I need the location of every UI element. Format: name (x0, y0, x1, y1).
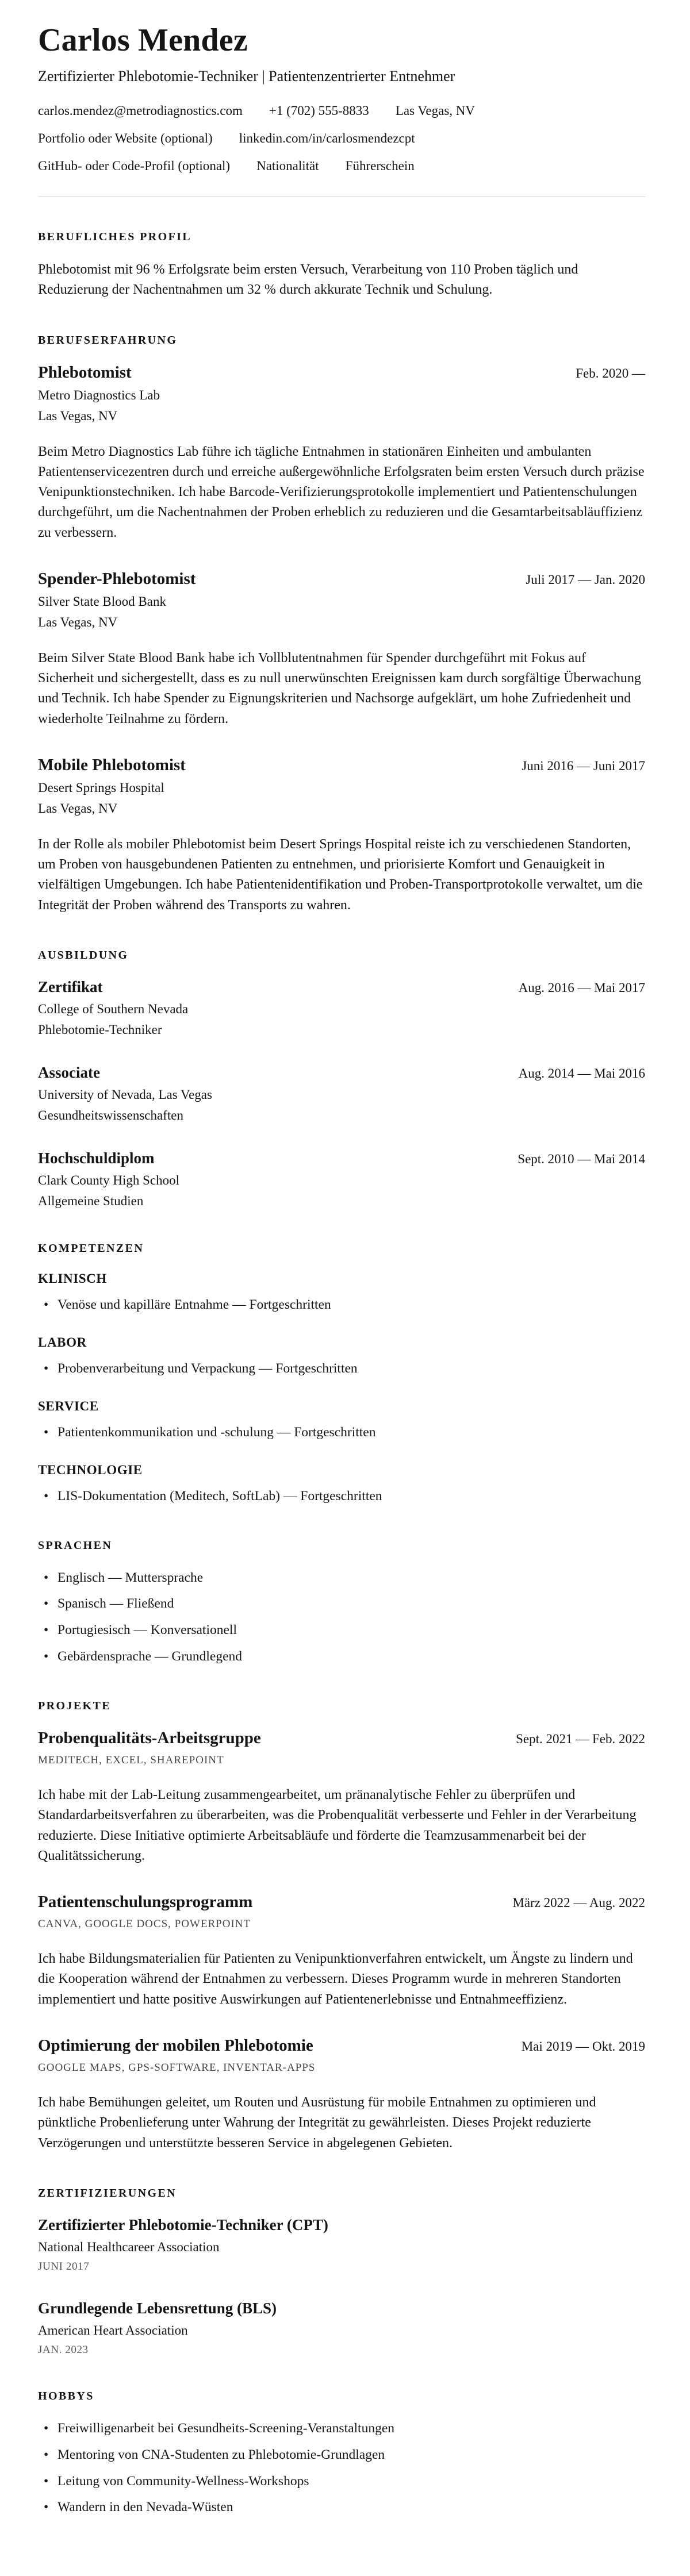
education-field: Allgemeine Studien (38, 1193, 144, 1208)
education-entry (38, 1064, 645, 1123)
education-header (38, 1064, 645, 1082)
job-header (38, 756, 645, 775)
email-link[interactable]: carlos.mendez@metrodiagnostics.com (38, 103, 243, 118)
skill-item: • Venöse und kapilläre Entnahme — Fortgeschritten (38, 1295, 645, 1314)
hobbies-heading: HOBBYS (38, 2389, 94, 2402)
linkedin-link[interactable]: linkedin.com/in/carlosmendezcpt (239, 131, 415, 145)
project-tools: GOOGLE MAPS, GPS-SOFTWARE, INVENTAR-APPS (38, 2061, 316, 2074)
project-header (38, 2036, 645, 2055)
education-school: College of Southern Nevada (38, 1001, 189, 1016)
job-title: Spender-Phlebotomist (38, 569, 196, 588)
job-header (38, 363, 645, 382)
project-description: Ich habe mit der Lab-Leitung zusammengearbeitet, um pränanalytische Fehler zu überprüfen und Standardarbeitsverfahren zu überarbeiten, was die Probenqualität verbesserte und Fehler in der Verarbeitung reduzierte. Diese Initiative optimierte Arbeitsabläufe und förderte die Teamzusammenarbeit bei der Qualitätssicherung. (38, 1787, 637, 1863)
language-list (38, 1568, 645, 1667)
contact-row-1 (38, 103, 645, 118)
project-entry (38, 1893, 645, 2010)
project-dates: Mai 2019 — Okt. 2019 (521, 2039, 645, 2054)
profile-text: Phlebotomist mit 96 % Erfolgsrate beim ersten Versuch, Verarbeitung von 110 Proben täglich und Reduzierung der Nachentnahmen um 32 % durch akkurate Technik und Schulung. (38, 262, 578, 298)
skill-category (38, 1463, 645, 1506)
section-skills (38, 1242, 645, 1506)
projects-heading: PROJEKTE (38, 1700, 111, 1713)
certifications-heading: ZERTIFIZIERUNGEN (38, 2186, 177, 2200)
hobby-item: • Wandern in den Nevada-Wüsten (38, 2498, 645, 2517)
job-company: Desert Springs Hospital (38, 780, 164, 795)
language-item: • Portugiesisch — Konversationell (38, 1621, 645, 1640)
github-placeholder: GitHub- oder Code-Profil (optional) (38, 159, 231, 173)
education-school: University of Nevada, Las Vegas (38, 1087, 212, 1102)
certification-title: Zertifizierter Phlebotomie-Techniker (CPT) (38, 2216, 328, 2233)
candidate-name: Carlos Mendez (38, 22, 248, 58)
skill-category (38, 1335, 645, 1378)
section-education (38, 949, 645, 1209)
job-location: Las Vegas, NV (38, 614, 118, 629)
education-dates: Aug. 2016 — Mai 2017 (518, 980, 645, 995)
certification-issuer: American Heart Association (38, 2323, 188, 2337)
job-company: Silver State Blood Bank (38, 594, 166, 609)
skills-heading: KOMPETENZEN (38, 1241, 144, 1255)
skill-list (38, 1359, 645, 1378)
section-profile (38, 230, 645, 301)
job-dates: Feb. 2020 — (576, 366, 645, 380)
hobby-item: • Mentoring von CNA-Studenten zu Phlebotomie-Grundlagen (38, 2446, 645, 2464)
skill-category-name: SERVICE (38, 1398, 99, 1413)
job-entry (38, 756, 645, 916)
skill-category-name: LABOR (38, 1335, 87, 1349)
skill-category-name: TECHNOLOGIE (38, 1462, 143, 1477)
section-projects (38, 1700, 645, 2154)
project-tools: MEDITECH, EXCEL, SHAREPOINT (38, 1754, 224, 1767)
project-dates: Sept. 2021 — Feb. 2022 (516, 1732, 645, 1747)
license-placeholder: Führerschein (345, 159, 415, 173)
skill-category-name: KLINISCH (38, 1271, 107, 1286)
project-title: Probenqualitäts-Arbeitsgruppe (38, 1729, 261, 1748)
certification-title: Grundlegende Lebensrettung (BLS) (38, 2299, 277, 2317)
location-text: Las Vegas, NV (395, 103, 476, 118)
education-degree: Hochschuldiplom (38, 1149, 155, 1167)
job-location: Las Vegas, NV (38, 408, 118, 423)
education-field: Gesundheitswissenschaften (38, 1108, 183, 1122)
section-languages (38, 1539, 645, 1667)
education-degree: Zertifikat (38, 978, 103, 995)
nationality-placeholder: Nationalität (256, 159, 319, 173)
contact-row-2 (38, 131, 645, 146)
hobby-item: • Freiwilligenarbeit bei Gesundheits-Screening-Veranstaltungen (38, 2419, 645, 2438)
job-header (38, 570, 645, 589)
certification-date: JAN. 2023 (38, 2343, 89, 2356)
job-description: Beim Silver State Blood Bank habe ich Vollblutentnahmen für Spender durchgeführt mit Fokus auf Sicherheit und sichergestellt, dass es zu null unerwünschten Ereignissen kam durch sorgfältige Überwachung und Technik. Ich habe Spender zu Eignungskriterien und Nachsorge aufgeklärt, um hohe Zufriedenheit und wiederholte Teilnahme zu fördern. (38, 650, 641, 726)
section-certifications (38, 2187, 645, 2356)
certification-date: JUNI 2017 (38, 2260, 90, 2273)
education-heading: AUSBILDUNG (38, 948, 129, 962)
education-degree: Associate (38, 1063, 100, 1081)
skill-item: • Probenverarbeitung und Verpackung — Fortgeschritten (38, 1359, 645, 1378)
project-header (38, 1893, 645, 1912)
job-entry (38, 363, 645, 543)
job-dates: Juli 2017 — Jan. 2020 (526, 572, 645, 587)
job-title: Mobile Phlebotomist (38, 755, 186, 774)
hobby-list (38, 2419, 645, 2517)
project-tools: CANVA, GOOGLE DOCS, POWERPOINT (38, 1918, 251, 1931)
language-item: • Gebärdensprache — Grundlegend (38, 1647, 645, 1666)
project-description: Ich habe Bemühungen geleitet, um Routen und Ausrüstung für mobile Entnahmen zu optimieren und pünktliche Probenlieferung unter Wahrung der Integrität zu gewährleisten. Dieses Projekt reduzierte Verzögerungen und unterstützte besseren Service in abgelegenen Gebieten. (38, 2094, 596, 2151)
job-location: Las Vegas, NV (38, 801, 118, 816)
certification-issuer: National Healthcareer Association (38, 2239, 220, 2254)
project-description: Ich habe Bildungsmaterialien für Patienten zu Venipunktionverfahren entwickelt, um Ängste zu lindern und die Kooperation während der Entnahmen zu verbessern. Dieses Programm wurde in mehreren Standorten implementiert und hatte positive Auswirkungen auf Patientenerlebnisse und Entnahmeeffizienz. (38, 1951, 633, 2007)
skill-list (38, 1423, 645, 1442)
education-field: Phlebotomie-Techniker (38, 1022, 162, 1037)
section-experience (38, 334, 645, 916)
education-school: Clark County High School (38, 1172, 179, 1187)
job-title: Phlebotomist (38, 363, 132, 382)
project-entry (38, 1729, 645, 1866)
skill-list (38, 1295, 645, 1314)
skill-list (38, 1487, 645, 1506)
skill-category (38, 1399, 645, 1442)
education-entry (38, 978, 645, 1037)
phone-number: +1 (702) 555-8833 (269, 103, 369, 118)
experience-heading: BERUFSERFAHRUNG (38, 333, 178, 347)
job-description: In der Rolle als mobiler Phlebotomist beim Desert Springs Hospital reiste ich zu verschiedenen Standorten, um Proben von hausgebundenen Patienten zu entnehmen, und priorisierte Komfort und Genauigkeit in vielfältigen Umgebungen. Ich habe Patientenidentifikation und Proben-Transportprotokolle verwaltet, um die Integrität der Proben während des Transports zu wahren. (38, 836, 643, 913)
skill-category (38, 1271, 645, 1314)
education-dates: Aug. 2014 — Mai 2016 (518, 1066, 645, 1081)
portfolio-placeholder: Portfolio oder Website (optional) (38, 131, 213, 145)
language-item: • Spanisch — Fließend (38, 1594, 645, 1613)
job-company: Metro Diagnostics Lab (38, 387, 160, 402)
job-dates: Juni 2016 — Juni 2017 (522, 758, 645, 773)
section-hobbies (38, 2390, 645, 2517)
skill-item: • Patientenkommunikation und -schulung — Fortgeschritten (38, 1423, 645, 1442)
project-entry (38, 2036, 645, 2154)
candidate-title: Zertifizierter Phlebotomie-Techniker | Patientenzentrierter Entnehmer (38, 68, 455, 84)
education-entry (38, 1149, 645, 1209)
education-header (38, 978, 645, 996)
hobby-item: • Leitung von Community-Wellness-Workshops (38, 2472, 645, 2491)
certification-entry (38, 2300, 645, 2356)
languages-heading: SPRACHEN (38, 1539, 113, 1552)
education-header (38, 1149, 645, 1167)
project-dates: März 2022 — Aug. 2022 (512, 1896, 645, 1910)
job-entry (38, 570, 645, 729)
certification-entry (38, 2216, 645, 2273)
project-title: Optimierung der mobilen Phlebotomie (38, 2036, 313, 2055)
skill-item: • LIS-Dokumentation (Meditech, SoftLab) — Fortgeschritten (38, 1487, 645, 1506)
education-dates: Sept. 2010 — Mai 2014 (518, 1151, 645, 1166)
profile-heading: BERUFLICHES PROFIL (38, 230, 192, 243)
contact-row-3 (38, 159, 645, 174)
resume-header (38, 22, 645, 174)
language-item: • Englisch — Muttersprache (38, 1568, 645, 1587)
project-title: Patientenschulungsprogramm (38, 1893, 253, 1912)
job-description: Beim Metro Diagnostics Lab führe ich tägliche Entnahmen in stationären Einheiten und ambulanten Patientenservicezentren durch und erreiche außergewöhnliche Erfolgsraten beim ersten Versuch durch präzise Venipunktionstechniken. Ich habe Barcode-Verifizierungsprotokolle implementiert und Patientenschulungen durchgeführt, um die Nachentnahmen der Proben erheblich zu reduzieren und die Gesamtarbeitsabläuffizienz zu verbessern. (38, 444, 645, 540)
project-header (38, 1729, 645, 1748)
